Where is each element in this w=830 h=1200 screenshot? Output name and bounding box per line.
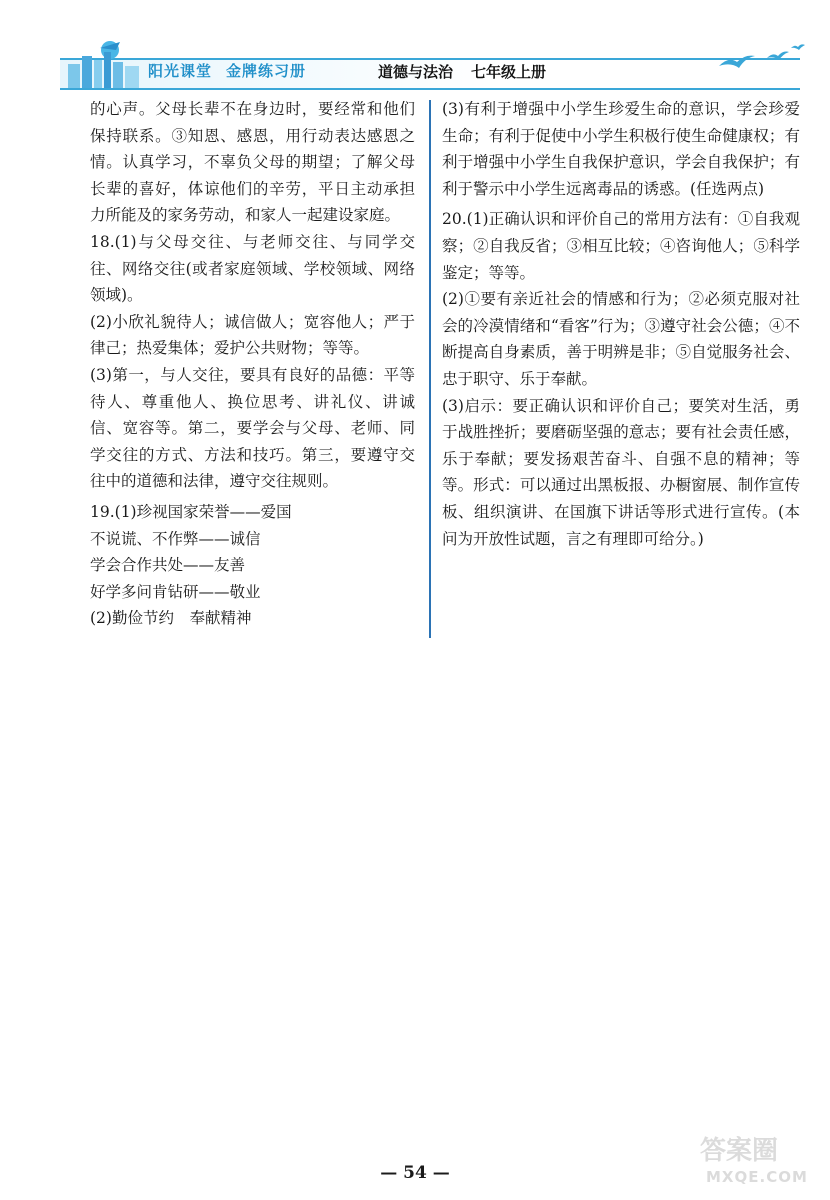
answer-paragraph: (2)①要有亲近社会的情感和行为；②必须克服对社会的冷漠情绪和“看客”行为；③遵守社会公德；④不断提高自身素质，善于明辨是非；⑤自觉服务社会、忠于职守、乐于奉献。 [442, 290, 800, 388]
page-header [60, 40, 800, 92]
answer-line: 学会合作共处——友善 [90, 556, 246, 575]
answer-paragraph: (3)有利于增强中小学生珍爱生命的意识，学会珍爱生命；有利于促使中小学生积极行使生命健康权；有利于增强中小学生自我保护意识，学会自我保护；有利于警示中小学生远离毒品的诱惑。(任选两点) [442, 100, 800, 198]
left-column [90, 96, 415, 632]
answer-line: (2)勤俭节约 奉献精神 [90, 609, 252, 628]
grade-name: 七年级上册 [471, 63, 547, 81]
answer-paragraph: 18.(1)与父母交往、与老师交往、与同学交往、网络交往(或者家庭领域、学校领域、网络领域)。 [90, 232, 415, 305]
page-number: — 54 — [380, 1163, 450, 1183]
flying-birds-icon [715, 42, 805, 72]
answer-paragraph: (3)启示：要正确认识和评价自己；要笑对生活，勇于战胜挫折；要磨砺坚强的意志；要有社会责任感，乐于奉献；要发扬艰苦奋斗、自强不息的精神；等等。形式：可以通过出黑板报、办橱窗展、制作宣传板、组织演讲、在国旗下讲话等形式进行宣传。(本问为开放性试题，言之有理即可给分。) [442, 396, 800, 548]
answer-line: 19.(1)珍视国家荣誉——爱国 [90, 502, 292, 521]
subject-name: 道德与法治 [378, 63, 454, 81]
right-column [442, 96, 800, 552]
subject-title [378, 61, 564, 82]
column-divider [429, 100, 431, 638]
answer-paragraph: (3)第一，与人交往，要具有良好的品德：平等待人、尊重他人、换位思考、讲礼仪、讲诚信、宽容等。第二，要学会与父母、老师、同学交往的方式、方法和技巧。第三，要遵守交往中的道德和法律，遵守交往规则。 [90, 365, 415, 491]
watermark-url: MXQE.COM [706, 1168, 808, 1186]
answer-line: 好学多问肯钻研——敬业 [90, 582, 261, 601]
watermark-title: 答案圈 [700, 1136, 779, 1166]
brand-title [148, 60, 320, 81]
watermark-logo [700, 1130, 815, 1195]
brand-right: 金牌练习册 [226, 62, 307, 80]
answer-paragraph: (2)小欣礼貌待人；诚信做人；宽容他人；严于律己；热爱集体；爱护公共财物；等等。 [90, 312, 415, 358]
answer-paragraph: 的心声。父母长辈不在身边时，要经常和他们保持联系。③知恩、感恩，用行动表达感恩之情。认真学习，不辜负父母的期望；了解父母长辈的喜好，体谅他们的辛劳，平日主动承担力所能及的家务劳动，和家人一起建设家庭。 [90, 100, 415, 225]
answer-paragraph: 20.(1)正确认识和评价自己的常用方法有：①自我观察；②自我反省；③相互比较；④咨询他人；⑤科学鉴定；等等。 [442, 210, 800, 282]
brand-left: 阳光课堂 [148, 62, 213, 80]
answer-line: 不说谎、不作弊——诚信 [90, 529, 261, 548]
